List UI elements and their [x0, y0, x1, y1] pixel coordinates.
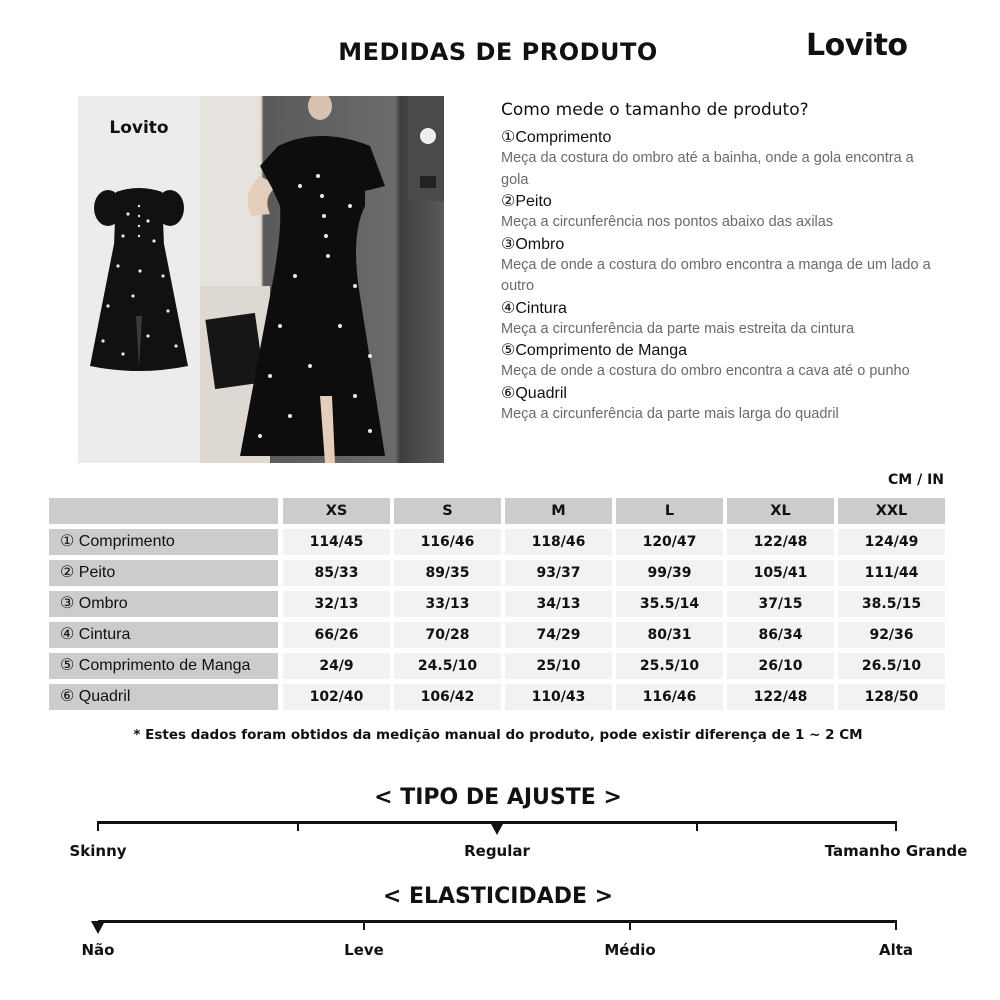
guide-item-desc: Meça de onde a costura do ombro encontra a manga de um lado a outro — [501, 256, 931, 294]
table-cell: 35.5/14 — [616, 591, 723, 617]
table-cell: 80/31 — [616, 622, 723, 648]
page-title: MEDIDAS DE PRODUTO — [338, 38, 658, 66]
fit-tick — [97, 821, 99, 831]
flat-image-brand-logo: Lovito — [109, 118, 169, 138]
table-row — [49, 622, 945, 648]
table-cell: 120/47 — [616, 529, 723, 555]
guide-item-title: ⑤Comprimento de Manga — [501, 342, 687, 359]
guide-item-title: ④Cintura — [501, 299, 567, 317]
model-photo — [200, 96, 444, 463]
table-cell: 66/26 — [283, 622, 390, 648]
fit-selected-marker-icon — [490, 822, 504, 835]
table-cell: 106/42 — [394, 684, 501, 710]
table-cell: 128/50 — [838, 684, 945, 710]
guide-item-title: ①Comprimento — [501, 129, 612, 146]
table-cell: 25/10 — [505, 653, 612, 679]
guide-item-title: ②Peito — [501, 193, 552, 210]
elasticity-tick — [363, 920, 365, 930]
table-cell: 116/46 — [394, 529, 501, 555]
size-header-xs: XS — [283, 498, 390, 524]
table-cell: 102/40 — [283, 684, 390, 710]
guide-item — [501, 298, 941, 341]
fit-tick — [895, 821, 897, 831]
guide-item — [501, 340, 941, 383]
table-header-row — [49, 498, 945, 524]
model-dress-illustration — [200, 96, 444, 463]
table-cell: 111/44 — [838, 560, 945, 586]
fit-type-title: < TIPO DE AJUSTE > — [374, 785, 622, 810]
table-cell: 92/36 — [838, 622, 945, 648]
table-cell: 110/43 — [505, 684, 612, 710]
measurement-note: * Estes dados foram obtidos da medição manual do produto, pode existir diferença de 1 ~ 2 CM — [133, 727, 863, 743]
table-cell: 89/35 — [394, 560, 501, 586]
table-cell: 99/39 — [616, 560, 723, 586]
header-corner-cell — [49, 498, 278, 524]
measurement-guide — [501, 100, 941, 425]
table-cell: 26.5/10 — [838, 653, 945, 679]
size-header-xxl: XXL — [838, 498, 945, 524]
row-label: ① Comprimento — [49, 529, 278, 555]
table-cell: 25.5/10 — [616, 653, 723, 679]
table-cell: 74/29 — [505, 622, 612, 648]
table-row — [49, 684, 945, 710]
fit-tick — [297, 821, 299, 831]
guide-title: Como mede o tamanho de produto? — [501, 100, 809, 120]
units-label: CM / IN — [888, 472, 944, 488]
table-cell: 124/49 — [838, 529, 945, 555]
guide-item — [501, 234, 941, 298]
table-row — [49, 529, 945, 555]
table-cell: 85/33 — [283, 560, 390, 586]
guide-item-desc: Meça a circunferência nos pontos abaixo das axilas — [501, 214, 834, 230]
table-cell: 34/13 — [505, 591, 612, 617]
elasticity-title: < ELASTICIDADE > — [382, 884, 614, 909]
row-label: ② Peito — [49, 560, 278, 586]
elasticity-label: Não — [81, 941, 115, 959]
size-header-xl: XL — [727, 498, 834, 524]
fit-label: Tamanho Grande — [824, 842, 968, 860]
size-header-m: M — [505, 498, 612, 524]
elasticity-scale-line — [98, 920, 896, 923]
elasticity-label: Leve — [344, 941, 384, 959]
row-label: ④ Cintura — [49, 622, 278, 648]
size-header-l: L — [616, 498, 723, 524]
dress-flat-illustration — [78, 96, 200, 463]
guide-item-title: ⑥Quadril — [501, 384, 567, 402]
elasticity-label: Alta — [878, 941, 914, 959]
table-cell: 33/13 — [394, 591, 501, 617]
table-cell: 24/9 — [283, 653, 390, 679]
table-cell: 86/34 — [727, 622, 834, 648]
brand-logo: Lovito — [806, 28, 908, 63]
table-cell: 32/13 — [283, 591, 390, 617]
table-cell: 26/10 — [727, 653, 834, 679]
guide-item — [501, 383, 941, 426]
guide-item-desc: Meça a circunferência da parte mais larga do quadril — [501, 405, 839, 422]
guide-item-desc: Meça a circunferência da parte mais estreita da cintura — [501, 320, 855, 337]
fit-label: Skinny — [69, 842, 127, 860]
size-header-s: S — [394, 498, 501, 524]
elasticity-tick — [895, 920, 897, 930]
table-cell: 105/41 — [727, 560, 834, 586]
table-cell: 24.5/10 — [394, 653, 501, 679]
table-row — [49, 591, 945, 617]
table-cell: 118/46 — [505, 529, 612, 555]
guide-item — [501, 191, 941, 234]
row-label: ⑥ Quadril — [49, 684, 278, 710]
elasticity-label: Médio — [604, 941, 656, 959]
guide-item — [501, 127, 941, 191]
table-cell: 70/28 — [394, 622, 501, 648]
product-flat-image — [78, 96, 200, 463]
fit-tick — [696, 821, 698, 831]
table-cell: 93/37 — [505, 560, 612, 586]
elasticity-tick — [629, 920, 631, 930]
table-cell: 37/15 — [727, 591, 834, 617]
table-cell: 122/48 — [727, 684, 834, 710]
table-row — [49, 653, 945, 679]
guide-item-desc: Meça de onde a costura do ombro encontra a cava até o punho — [501, 363, 910, 379]
fit-label: Regular — [464, 842, 530, 860]
row-label: ⑤ Comprimento de Manga — [49, 653, 278, 679]
guide-item-title: ③Ombro — [501, 235, 565, 253]
elasticity-selected-marker-icon — [91, 921, 105, 934]
table-cell: 122/48 — [727, 529, 834, 555]
table-row — [49, 560, 945, 586]
table-cell: 116/46 — [616, 684, 723, 710]
table-cell: 114/45 — [283, 529, 390, 555]
row-label: ③ Ombro — [49, 591, 278, 617]
table-cell: 38.5/15 — [838, 591, 945, 617]
guide-item-desc: Meça da costura do ombro até a bainha, onde a gola encontra a gola — [501, 150, 914, 188]
